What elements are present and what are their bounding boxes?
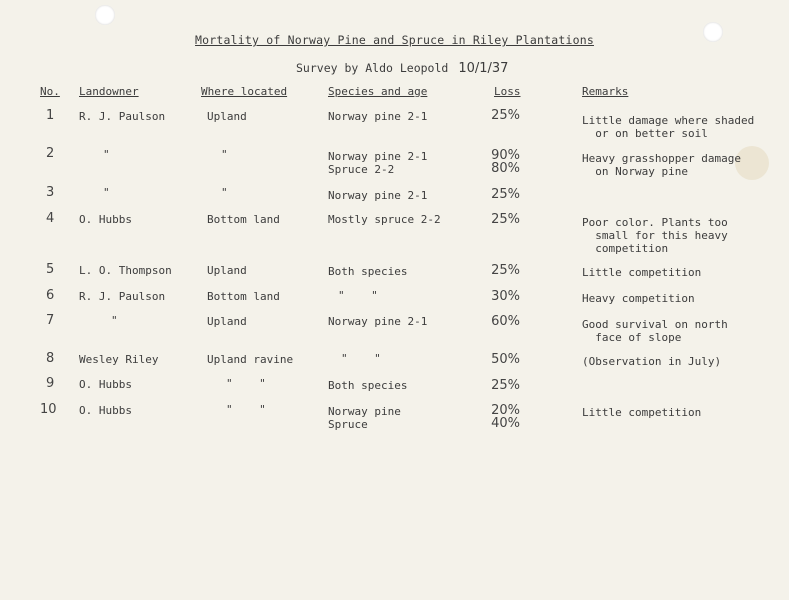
landowner-cell: Wesley Riley [79, 353, 159, 366]
row-number: 2 [46, 146, 55, 161]
survey-date: 10/1/37 [458, 61, 509, 76]
row-number: 3 [46, 185, 55, 200]
punch-hole-left [95, 5, 115, 25]
remarks-cell: Heavy competition [582, 292, 695, 305]
landowner-cell: O. Hubbs [79, 404, 132, 417]
species-cell: Norway pine 2-1 [328, 315, 428, 328]
loss-cell: 25% [491, 378, 520, 393]
landowner-cell: " [111, 314, 118, 327]
where-cell: Upland ravine [207, 353, 294, 366]
loss-cell: 30% [491, 289, 520, 304]
landowner-cell: " [103, 186, 110, 199]
where-cell: Bottom land [207, 213, 280, 226]
where-cell: Bottom land [207, 290, 280, 303]
row-number: 6 [46, 288, 55, 303]
loss-cell: 20% 40% [491, 403, 520, 431]
remarks-cell: Good survival on north face of slope [582, 318, 728, 344]
where-cell: " " [226, 377, 266, 390]
where-cell: " " [226, 403, 266, 416]
row-number: 8 [46, 351, 55, 366]
landowner-cell: " [103, 148, 110, 161]
landowner-cell: R. J. Paulson [79, 290, 166, 303]
header-loss: Loss [494, 85, 521, 98]
row-number: 4 [46, 211, 55, 226]
landowner-cell: L. O. Thompson [79, 264, 172, 277]
where-cell: " [221, 148, 228, 161]
survey-author: Survey by Aldo Leopold [296, 61, 449, 75]
species-cell: Both species [328, 265, 408, 278]
remarks-cell: Little damage where shaded or on better soil [582, 114, 755, 140]
header-landowner: Landowner [79, 85, 139, 98]
row-number: 7 [46, 313, 55, 328]
landowner-cell: O. Hubbs [79, 378, 132, 391]
landowner-cell: O. Hubbs [79, 213, 132, 226]
where-cell: Upland [207, 315, 247, 328]
where-cell: Upland [207, 264, 247, 277]
loss-cell: 25% [491, 108, 520, 123]
species-cell: Norway pine Spruce [328, 405, 401, 431]
remarks-cell: (Observation in July) [582, 355, 722, 368]
row-number: 1 [46, 108, 55, 123]
species-cell: " " [341, 352, 381, 365]
species-cell: Norway pine 2-1 [328, 189, 428, 202]
where-cell: Upland [207, 110, 247, 123]
loss-cell: 90% 80% [491, 148, 520, 176]
header-no: No. [40, 85, 60, 98]
remarks-cell: Heavy grasshopper damage on Norway pine [582, 152, 741, 178]
landowner-cell: R. J. Paulson [79, 110, 166, 123]
row-number: 9 [46, 376, 55, 391]
species-cell: Both species [328, 379, 408, 392]
loss-cell: 25% [491, 263, 520, 278]
remarks-cell: Poor color. Plants too small for this heavy competition [582, 216, 728, 255]
remarks-cell: Little competition [582, 266, 702, 279]
row-number: 5 [46, 262, 55, 277]
species-cell: Norway pine 2-1 Spruce 2-2 [328, 150, 428, 176]
header-remarks: Remarks [582, 85, 629, 98]
loss-cell: 25% [491, 187, 520, 202]
loss-cell: 60% [491, 314, 520, 329]
loss-cell: 25% [491, 212, 520, 227]
species-cell: " " [338, 289, 378, 302]
loss-cell: 50% [491, 352, 520, 367]
row-number: 10 [40, 402, 57, 417]
remarks-cell: Little competition [582, 406, 702, 419]
where-cell: " [221, 186, 228, 199]
header-species-age: Species and age [328, 85, 428, 98]
document-title: Mortality of Norway Pine and Spruce in Riley Plantations [195, 33, 594, 47]
species-cell: Norway pine 2-1 [328, 110, 428, 123]
document-subtitle [296, 61, 508, 76]
species-cell: Mostly spruce 2-2 [328, 213, 441, 226]
header-where-located: Where located [201, 85, 288, 98]
